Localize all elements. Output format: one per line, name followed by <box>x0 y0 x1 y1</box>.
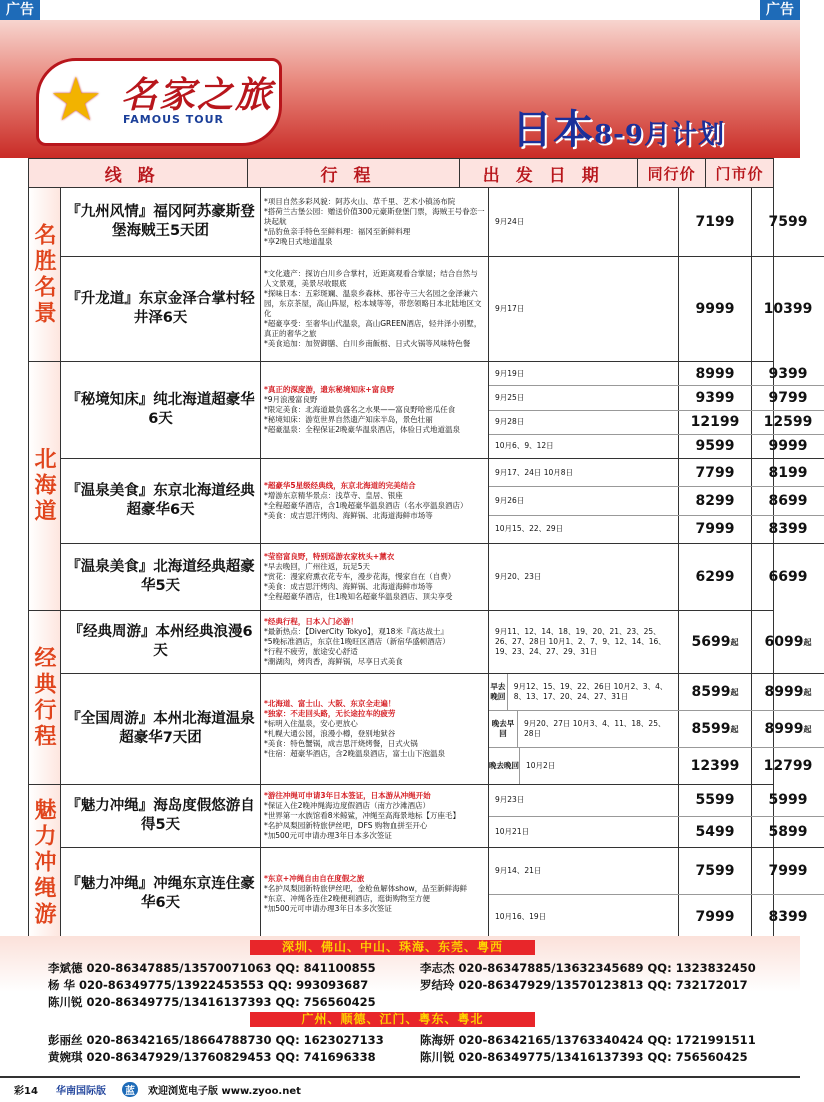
trip-line: *9月浪漫富良野 <box>264 395 318 404</box>
peer-price: 9599 <box>679 435 752 458</box>
contacts-section <box>0 936 800 1076</box>
route-name: 『九州风情』福冈阿苏豪斯登堡海贼王5天团 <box>61 188 261 256</box>
retail-price: 8199 <box>768 464 808 481</box>
route-row <box>61 257 824 361</box>
header-retail-price: 门市价 <box>715 164 764 183</box>
retail-price: 7599 <box>768 214 808 230</box>
departure-date-text: 9月20、23日 <box>495 572 542 581</box>
route-list <box>61 785 824 940</box>
trip-details <box>261 848 489 940</box>
trip-line: *全程超豪华酒店，住1晚知名超豪华温泉酒店、顶尖享受 <box>264 592 453 601</box>
departure-date <box>489 611 679 673</box>
header-route: 线路 <box>29 159 248 187</box>
departure-row <box>489 895 824 941</box>
route-row <box>61 848 824 940</box>
peer-price: 5699 起 <box>679 611 752 673</box>
price-suffix: 起 <box>803 637 812 647</box>
contact-row: 李志杰 020-86347885/13632345689 QQ: 1323832450 <box>420 961 756 975</box>
route-name: 『经典周游』本州经典浪漫6天 <box>61 611 261 673</box>
retail-price: 9399 <box>768 365 808 382</box>
peer-price: 7799 <box>679 459 752 486</box>
trip-line: *北海道、富士山、大阪、东京全走遍！ <box>264 699 396 708</box>
departure-date-text: 9月19日 <box>495 368 525 378</box>
departure-row <box>489 516 824 543</box>
peer-price: 7999 <box>679 895 752 941</box>
footer-note: 欢迎浏览电子版 www.zyoo.net <box>148 1086 301 1097</box>
route-name: 『秘境知床』纯北海道超豪华6天 <box>61 362 261 458</box>
departure-row <box>489 411 824 435</box>
trip-line: *超豪温泉：全程保证2晚豪华温泉酒店，体验日式地道温泉 <box>264 425 461 434</box>
trip-line: *独家：不走回头路，无长途拉车的疲劳 <box>264 709 396 718</box>
departure-date-text: 9月25日 <box>495 392 525 402</box>
route-name: 『升龙道』东京金泽合掌村轻井泽6天 <box>61 257 261 361</box>
departure-date <box>489 817 679 848</box>
contact-row: 陈川锐 020-86349775/13416137393 QQ: 756560425 <box>48 995 376 1009</box>
trip-line: *世界第一水族馆看8米鲸鲨，冲绳至高海景地标【万座毛】 <box>264 811 461 820</box>
peer-price: 9999 <box>679 257 752 361</box>
departure-list <box>489 459 824 543</box>
category-text: 经典行程 <box>31 645 57 750</box>
departure-date <box>489 386 679 409</box>
category-group <box>29 785 808 940</box>
departure-date-text: 10月16、19日 <box>495 912 547 922</box>
departure-row <box>489 459 824 487</box>
departure-date-text: 9月28日 <box>495 417 525 427</box>
departure-date <box>489 188 679 256</box>
departure-list <box>489 785 824 847</box>
trip-line: *住宿：超豪华酒店，含2晚温泉酒店，富士山下泡温泉 <box>264 749 446 758</box>
price-suffix: 起 <box>803 687 812 697</box>
ad-label-right: 广告 <box>760 0 800 20</box>
peer-price: 7999 <box>679 516 752 543</box>
trip-line: *游往冲绳可申请3年日本签证，日本游从冲绳开始 <box>264 791 431 800</box>
trip-line: *早去晚回，广州往返，玩足5天 <box>264 562 371 571</box>
departure-date <box>489 711 679 747</box>
route-name: 『魅力冲绳』冲绳东京连住豪华6天 <box>61 848 261 940</box>
departure-date <box>489 459 679 486</box>
trip-line: *保证入住2晚冲绳海边度假酒店（南方沙滩酒店） <box>264 801 431 810</box>
departure-list <box>489 188 824 256</box>
departure-date <box>489 516 679 543</box>
trip-line: *增游东京精华景点：浅草寺、皇居、银座 <box>264 491 403 500</box>
route-row <box>61 459 824 544</box>
trip-line: *加500元可申请办理3年日本多次签证 <box>264 904 392 913</box>
category-label <box>29 188 61 361</box>
category-group <box>29 188 813 362</box>
retail-price: 9999 <box>768 438 808 455</box>
retail-price: 5899 <box>768 823 808 840</box>
peer-price: 7599 <box>679 848 752 894</box>
retail-price: 8399 <box>768 909 808 926</box>
departure-slot: 晚去早回 <box>489 711 518 747</box>
price-suffix: 起 <box>730 687 739 697</box>
trip-line: *标明入住温泉，安心更放心 <box>264 719 358 728</box>
trip-details <box>261 188 489 256</box>
trip-line: *全程超豪华酒店，含1晚超豪华温泉酒店（名水亭温泉酒店） <box>264 501 468 510</box>
trip-line: *真正的深度游，遗东秘境知床+富良野 <box>264 385 395 394</box>
departure-date <box>489 748 679 784</box>
retail-price: 8699 <box>768 492 808 509</box>
trip-line: *美食：特色蟹锅，成吉思汗烧烤餐，日式火锅 <box>264 739 418 748</box>
trip-line: *美食：成吉思汗烤肉、海鲜锅、北海道海鲜市场等 <box>264 511 433 520</box>
trip-line: *探味日本：五彩斑斓、温泉乡森林、那谷寺三大名园之金泽兼六园，东京茶屋，高山阵屋，松本城等等，带您领略日本北陆地区文化 <box>264 289 482 318</box>
departure-row <box>489 362 824 386</box>
trip-details <box>261 362 489 458</box>
peer-price: 8599 起 <box>679 674 752 710</box>
departure-date <box>489 411 679 434</box>
contact-row: 罗结玲 020-86347929/13570123813 QQ: 732172017 <box>420 978 748 992</box>
route-list <box>61 188 824 361</box>
trip-line: *秘境知床：游览世界自然遗产知床半岛，景色壮丽 <box>264 415 433 424</box>
star-icon: ★ <box>49 65 103 135</box>
departure-date-text: 9月17日 <box>495 304 525 313</box>
trip-line: *文化遗产：探访白川乡合掌村，近距离观看合掌屋；结合自然与人文景观，美景尽收眼底 <box>264 269 478 288</box>
trip-line: *美食：成吉思汗烤肉、海鲜锅、北海道海鲜市场等 <box>264 582 433 591</box>
category-text: 名胜名景 <box>31 222 57 327</box>
departure-date-text: 10月6、9、12日 <box>495 441 554 451</box>
trip-line: *享2晚日式地道温泉 <box>264 237 333 246</box>
departure-list <box>489 848 824 940</box>
peer-price: 12399 <box>679 748 752 784</box>
departure-row <box>489 748 824 784</box>
peer-price: 8599 起 <box>679 711 752 747</box>
departure-row <box>489 435 824 458</box>
hero-banner <box>0 20 800 158</box>
departure-date <box>489 895 679 941</box>
trip-line: *札幌大通公园，浪漫小樽，登别地狱谷 <box>264 729 396 738</box>
brand-logo <box>36 58 282 146</box>
departure-date <box>489 544 679 610</box>
retail-price: 5999 <box>768 792 808 809</box>
route-name: 『全国周游』本州北海道温泉超豪华7天团 <box>61 674 261 784</box>
departure-date-text: 9月26日 <box>495 495 525 505</box>
departure-row <box>489 711 824 748</box>
departure-date-text: 9月24日 <box>495 217 525 226</box>
peer-price: 5499 <box>679 817 752 848</box>
contact-row: 陈海妍 020-86342165/13763340424 QQ: 1721991511 <box>420 1033 756 1047</box>
retail-price: 7999 <box>768 862 808 879</box>
trip-details <box>261 611 489 673</box>
departure-date-text: 9月17、24日 10月8日 <box>495 467 574 477</box>
departure-row <box>489 817 824 848</box>
trip-details <box>261 257 489 361</box>
trip-details <box>261 544 489 610</box>
departure-date <box>489 257 679 361</box>
contact-row: 陈川锐 020-86349775/13416137393 QQ: 756560425 <box>420 1050 748 1064</box>
peer-price: 9399 <box>679 386 752 409</box>
category-label <box>29 785 61 940</box>
trip-line: *名护凤梨园新特旅伊丝吧，DFS 购物血拼至开心 <box>264 821 428 830</box>
category-label <box>29 611 61 784</box>
departure-date-text: 10月15、22、29日 <box>495 524 564 534</box>
departure-row <box>489 188 824 256</box>
price-suffix: 起 <box>730 637 739 647</box>
price-suffix: 起 <box>730 724 739 734</box>
trip-line: *搭荷兰古堡公园：赠送价值300元豪斯登堡门票，海贼王号眷恋一块起航 <box>264 207 485 226</box>
trip-line: *名护凤梨园新特旅伊丝吧，金枪鱼解体show，品至新鲜海鲜 <box>264 884 468 893</box>
departure-row <box>489 611 824 673</box>
footer <box>0 1076 800 1102</box>
departure-date <box>489 487 679 514</box>
route-name: 『温泉美食』东京北海道经典超豪华6天 <box>61 459 261 543</box>
route-row <box>61 611 824 674</box>
contact-row: 彭丽丝 020-86342165/18664788730 QQ: 1623027133 <box>48 1033 384 1047</box>
route-list <box>61 362 824 610</box>
trip-details <box>261 459 489 543</box>
header-trip: 行程 <box>248 159 461 187</box>
footer-logo: 蓝 <box>122 1082 138 1097</box>
header-peer-price: 同行价 <box>638 159 706 187</box>
retail-price: 8999 起 <box>764 721 812 737</box>
retail-price: 10399 <box>763 301 813 317</box>
retail-price: 9799 <box>768 389 808 406</box>
category-group <box>29 611 813 785</box>
departure-date-text: 10月2日 <box>526 761 556 770</box>
peer-price: 8999 <box>679 362 752 385</box>
departure-date <box>489 435 679 458</box>
departure-date <box>489 362 679 385</box>
region-band-1: 深圳、佛山、中山、珠海、东莞、粤西 <box>250 940 535 955</box>
trip-line: *超豪华5星级经典线，东京北海道的完美结合 <box>264 481 416 490</box>
trip-details <box>261 785 489 847</box>
trip-line: *最新热点：【DiverCity Tokyo】，观18米『高达战士』 <box>264 627 448 636</box>
departure-row <box>489 386 824 410</box>
departure-date-text: 9月23日 <box>495 795 525 805</box>
retail-price: 12599 <box>763 414 813 431</box>
departure-row <box>489 257 824 361</box>
route-row <box>61 188 824 257</box>
title-main: 日本 <box>512 106 594 153</box>
departure-slot: 早去晚回 <box>489 674 508 710</box>
title-sub: 8-9月计划 <box>594 120 725 150</box>
peer-price: 5599 <box>679 785 752 816</box>
header-date: 出发日期 <box>460 159 638 187</box>
trip-line: *加500元可申请办理3年日本多次签证 <box>264 831 392 840</box>
departure-date-text: 9月12、15、19、22、26日 10月2、3、4、8、13、17、20、24、27、31日 <box>513 682 668 701</box>
contact-row: 杨 华 020-86349775/13922453553 QQ: 993093687 <box>48 978 369 992</box>
trip-line: *莹窑富良野，特别巡游农家枕头+薰衣 <box>264 552 395 561</box>
departure-row <box>489 544 824 610</box>
departure-row <box>489 674 824 711</box>
retail-price: 8999 起 <box>764 684 812 700</box>
departure-date-text: 9月20、27日 10月3、4、11、18、25、28日 <box>524 719 666 738</box>
route-row <box>61 785 824 848</box>
trip-line: *美食追加：加贺御膳、白川乡南飯栃、日式火锅等风味特色餐 <box>264 339 471 348</box>
peer-price: 7199 <box>679 188 752 256</box>
trip-line: *5晚标准酒店，东京住1晚旺区酒店（新宿华盛顿酒店） <box>264 637 450 646</box>
departure-date-text: 9月14、21日 <box>495 865 542 875</box>
ad-label-left: 广告 <box>0 0 40 20</box>
trip-line: *限定美食：北海道最负盛名之水果——富良野哈密瓜任食 <box>264 405 456 414</box>
price-suffix: 起 <box>803 724 812 734</box>
departure-row <box>489 487 824 515</box>
peer-price: 8299 <box>679 487 752 514</box>
peer-price: 12199 <box>679 411 752 434</box>
footer-brand: 华南国际版 <box>56 1086 106 1097</box>
category-label <box>29 362 61 610</box>
trip-line: *行程不疲劳，旅途安心舒适 <box>264 647 358 656</box>
retail-price: 6099 起 <box>764 634 812 650</box>
departure-date <box>489 674 679 710</box>
category-text: 魅力冲绳游 <box>31 797 57 928</box>
route-row <box>61 544 824 610</box>
table-header <box>29 159 773 188</box>
retail-price: 6699 <box>768 569 808 585</box>
departure-row <box>489 848 824 895</box>
departure-slot: 晚去晚回 <box>489 748 520 784</box>
trip-line: *东京、冲绳各连住2晚便利酒店，逛街购物至方便 <box>264 894 431 903</box>
departure-date <box>489 785 679 816</box>
route-name: 『温泉美食』北海道经典超豪华5天 <box>61 544 261 610</box>
category-text: 北海道 <box>31 447 57 525</box>
retail-price: 8399 <box>768 521 808 538</box>
contact-row: 黄婉琪 020-86347929/13760829453 QQ: 741696338 <box>48 1050 376 1064</box>
route-row <box>61 362 824 459</box>
departure-date <box>489 848 679 894</box>
departure-list <box>489 257 824 361</box>
peer-price: 6299 <box>679 544 752 610</box>
route-name: 『魅力冲绳』海岛度假悠游自得5天 <box>61 785 261 847</box>
trip-line: *潮湖肉，烤肉香，海鲜锅，尽享日式美食 <box>264 657 403 666</box>
departure-list <box>489 674 824 784</box>
trip-line: *超豪享受：至奢华山代温泉，高山GREEN酒店，轻井泽小别墅，真正的奢华之旅 <box>264 319 482 338</box>
page-title <box>512 98 725 155</box>
contact-row: 李斌德 020-86347885/13570071063 QQ: 841100855 <box>48 961 376 975</box>
departure-list <box>489 362 824 458</box>
trip-line: *品豹鱼亲手特色至鲜料理：福冈至新鲜料理 <box>264 227 411 236</box>
departure-date-text: 10月21日 <box>495 826 530 836</box>
retail-price: 12799 <box>763 758 813 774</box>
departure-list <box>489 544 824 610</box>
page-number: 彩14 <box>14 1086 38 1097</box>
route-row <box>61 674 824 784</box>
trip-line: *项目自然多彩风貌：阿苏火山、草千里、艺术小镇汤布院 <box>264 197 456 206</box>
trip-line: *赏花：漫家府熏衣花专车，漫步花海，慢家自在（自费） <box>264 572 456 581</box>
table-body <box>29 188 813 940</box>
itinerary-table <box>28 158 813 941</box>
brand-name-en: FAMOUS TOUR <box>123 113 225 126</box>
departure-row <box>489 785 824 817</box>
brand-name: 名家之旅 <box>121 74 274 116</box>
route-list <box>61 611 824 784</box>
region-band-2: 广州、顺德、江门、粤东、粤北 <box>250 1012 535 1027</box>
trip-details <box>261 674 489 784</box>
departure-list <box>489 611 824 673</box>
trip-line: *经典行程，日本入门必游！ <box>264 617 358 626</box>
departure-date-text: 9月11、12、14、18、19、20、21、23、25、26、27、28日 10月1、2、7、9、12、14、16、19、23、24、27、29、31日 <box>495 627 666 656</box>
trip-line: *东京+冲绳自由自在度假之旅 <box>264 874 365 883</box>
category-group <box>29 362 813 611</box>
